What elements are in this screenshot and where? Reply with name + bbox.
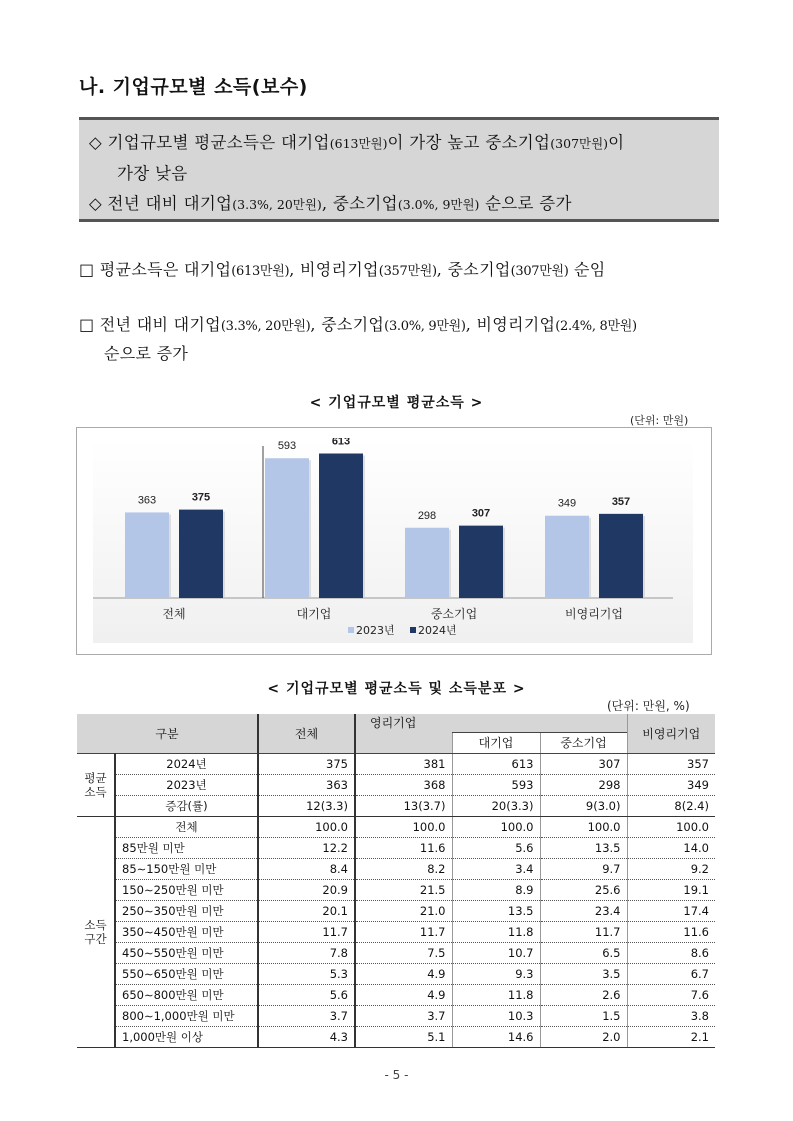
bar-chart <box>93 438 693 643</box>
table-title: < 기업규모별 평균소득 및 소득분포 > <box>267 681 526 697</box>
data-label: 298 <box>417 509 437 522</box>
cell-value: 6.5 <box>540 942 627 963</box>
cell-value: 1.5 <box>540 1005 627 1026</box>
cell-value: 349 <box>627 774 715 795</box>
cell-value: 11.7 <box>540 921 627 942</box>
table-row <box>77 984 715 1005</box>
header-sme: 중소기업 <box>540 732 627 753</box>
cell-value: 8.9 <box>452 879 540 900</box>
row-label: 85만원 미만 <box>115 837 258 858</box>
cell-value: 14.6 <box>452 1026 540 1047</box>
table-row <box>77 1005 715 1026</box>
cell-value: 5.6 <box>452 837 540 858</box>
bar-대기업-2023년 <box>265 458 309 598</box>
row-label: 1,000만원 이상 <box>115 1026 258 1047</box>
row-label: 전체 <box>115 816 258 837</box>
cell-value: 8.4 <box>258 858 355 879</box>
cell-value: 100.0 <box>452 816 540 837</box>
income-table <box>77 714 715 1048</box>
bullet-2-continued: 순으로 증가 <box>104 344 189 363</box>
legend-swatch <box>410 627 416 633</box>
cell-value: 2.0 <box>540 1026 627 1047</box>
cell-value: 20.1 <box>258 900 355 921</box>
chart-frame <box>76 427 712 655</box>
cell-value: 23.4 <box>540 900 627 921</box>
row-label: 650∼800만원 미만 <box>115 984 258 1005</box>
bar-중소기업-2023년 <box>405 528 449 598</box>
cell-value: 21.5 <box>355 879 452 900</box>
summary-line-1: ◇ 기업규모별 평균소득은 대기업(613만원)이 가장 높고 중소기업(307만원)이 <box>89 133 625 152</box>
table-row <box>77 942 715 963</box>
row-label: 250∼350만원 미만 <box>115 900 258 921</box>
cell-value: 19.1 <box>627 879 715 900</box>
dist-group: 소득 구간 <box>77 816 115 1047</box>
summary-box <box>79 117 719 222</box>
cell-value: 12(3.3) <box>258 795 355 816</box>
cell-value: 12.2 <box>258 837 355 858</box>
chart-unit: (단위: 만원) <box>630 414 689 427</box>
cell-value: 363 <box>258 774 355 795</box>
row-label: 800∼1,000만원 미만 <box>115 1005 258 1026</box>
cell-value: 100.0 <box>258 816 355 837</box>
cell-value: 7.8 <box>258 942 355 963</box>
header-nonprofit: 비영리기업 <box>627 714 715 753</box>
bullet-2: □ 전년 대비 대기업(3.3%, 20만원), 중소기업(3.0%, 9만원), 비영리기업(2.4%, 8만원) <box>79 315 637 334</box>
table-row <box>77 774 715 795</box>
cell-value: 3.4 <box>452 858 540 879</box>
header-total: 전체 <box>258 714 355 753</box>
bar-전체-2024년 <box>179 510 223 598</box>
section-title: 나. 기업규모별 소득(보수) <box>79 76 308 98</box>
row-label: 2024년 <box>115 753 258 774</box>
table-row <box>77 879 715 900</box>
cell-value: 13.5 <box>452 900 540 921</box>
cell-value: 20(3.3) <box>452 795 540 816</box>
table-row <box>77 900 715 921</box>
avg-group: 평균 소득 <box>77 753 115 816</box>
cell-value: 357 <box>627 753 715 774</box>
cell-value: 11.8 <box>452 921 540 942</box>
data-label: 593 <box>277 440 297 453</box>
legend-swatch <box>348 627 354 633</box>
category-label: 전체 <box>162 607 186 621</box>
table-row <box>77 795 715 816</box>
cell-value: 10.7 <box>452 942 540 963</box>
row-label: 150∼250만원 미만 <box>115 879 258 900</box>
table-unit: (단위: 만원, %) <box>607 699 690 713</box>
category-label: 대기업 <box>296 607 332 621</box>
cell-value: 11.7 <box>258 921 355 942</box>
table-row <box>77 753 715 774</box>
cell-value: 21.0 <box>355 900 452 921</box>
chart-title: < 기업규모별 평균소득 > <box>309 395 484 411</box>
cell-value: 375 <box>258 753 355 774</box>
table-row <box>77 1026 715 1047</box>
cell-value: 3.8 <box>627 1005 715 1026</box>
cell-value: 14.0 <box>627 837 715 858</box>
row-label: 450∼550만원 미만 <box>115 942 258 963</box>
cell-value: 307 <box>540 753 627 774</box>
cell-value: 4.3 <box>258 1026 355 1047</box>
cell-value: 9.2 <box>627 858 715 879</box>
cell-value: 381 <box>355 753 452 774</box>
page-number: - 5 - <box>384 1068 409 1082</box>
cell-value: 100.0 <box>355 816 452 837</box>
row-label: 85∼150만원 미만 <box>115 858 258 879</box>
cell-value: 100.0 <box>627 816 715 837</box>
cell-value: 7.6 <box>627 984 715 1005</box>
header-group: 구분 <box>77 714 258 753</box>
cell-value: 10.3 <box>452 1005 540 1026</box>
cell-value: 20.9 <box>258 879 355 900</box>
cell-value: 5.1 <box>355 1026 452 1047</box>
data-label: 357 <box>611 495 631 508</box>
bar-대기업-2024년 <box>319 454 363 598</box>
cell-value: 3.7 <box>355 1005 452 1026</box>
cell-value: 8.2 <box>355 858 452 879</box>
data-label: 363 <box>137 494 157 507</box>
cell-value: 4.9 <box>355 963 452 984</box>
data-label: 349 <box>557 497 577 510</box>
cell-value: 3.5 <box>540 963 627 984</box>
table-header-row-1 <box>77 714 715 732</box>
row-label: 350∼450만원 미만 <box>115 921 258 942</box>
bar-중소기업-2024년 <box>459 526 503 598</box>
legend-label: 2024년 <box>418 624 457 637</box>
data-label: 613 <box>331 438 351 448</box>
chart-area <box>93 438 693 643</box>
cell-value: 6.7 <box>627 963 715 984</box>
cell-value: 4.9 <box>355 984 452 1005</box>
category-label: 중소기업 <box>430 607 478 621</box>
bar-전체-2023년 <box>125 512 169 598</box>
row-label: 2023년 <box>115 774 258 795</box>
cell-value: 11.6 <box>627 921 715 942</box>
cell-value: 100.0 <box>540 816 627 837</box>
category-label: 비영리기업 <box>565 607 623 621</box>
table-row <box>77 963 715 984</box>
cell-value: 5.3 <box>258 963 355 984</box>
table-row <box>77 837 715 858</box>
header-large: 대기업 <box>452 732 540 753</box>
summary-line-3: ◇ 전년 대비 대기업(3.3%, 20만원), 중소기업(3.0%, 9만원) 순으로 증가 <box>89 194 572 213</box>
bar-비영리기업-2024년 <box>599 514 643 598</box>
header-forprofit: 영리기업 <box>355 714 627 732</box>
table-row <box>77 858 715 879</box>
cell-value: 13(3.7) <box>355 795 452 816</box>
cell-value: 11.7 <box>355 921 452 942</box>
row-label: 증감(률) <box>115 795 258 816</box>
data-label: 375 <box>191 491 211 504</box>
header-forprofit-sub <box>355 732 452 753</box>
cell-value: 9.7 <box>540 858 627 879</box>
cell-value: 9.3 <box>452 963 540 984</box>
summary-line-2: 가장 낮음 <box>117 164 188 183</box>
cell-value: 9(3.0) <box>540 795 627 816</box>
bar-비영리기업-2023년 <box>545 516 589 598</box>
cell-value: 2.6 <box>540 984 627 1005</box>
cell-value: 13.5 <box>540 837 627 858</box>
bullet-1: □ 평균소득은 대기업(613만원), 비영리기업(357만원), 중소기업(307만원) 순임 <box>79 260 606 279</box>
cell-value: 11.8 <box>452 984 540 1005</box>
cell-value: 17.4 <box>627 900 715 921</box>
cell-value: 2.1 <box>627 1026 715 1047</box>
cell-value: 7.5 <box>355 942 452 963</box>
table-row <box>77 816 715 837</box>
cell-value: 593 <box>452 774 540 795</box>
cell-value: 368 <box>355 774 452 795</box>
row-label: 550∼650만원 미만 <box>115 963 258 984</box>
cell-value: 8(2.4) <box>627 795 715 816</box>
data-label: 307 <box>471 507 491 520</box>
cell-value: 5.6 <box>258 984 355 1005</box>
cell-value: 298 <box>540 774 627 795</box>
cell-value: 8.6 <box>627 942 715 963</box>
cell-value: 25.6 <box>540 879 627 900</box>
cell-value: 613 <box>452 753 540 774</box>
cell-value: 11.6 <box>355 837 452 858</box>
cell-value: 3.7 <box>258 1005 355 1026</box>
table-row <box>77 921 715 942</box>
legend-label: 2023년 <box>356 624 395 637</box>
